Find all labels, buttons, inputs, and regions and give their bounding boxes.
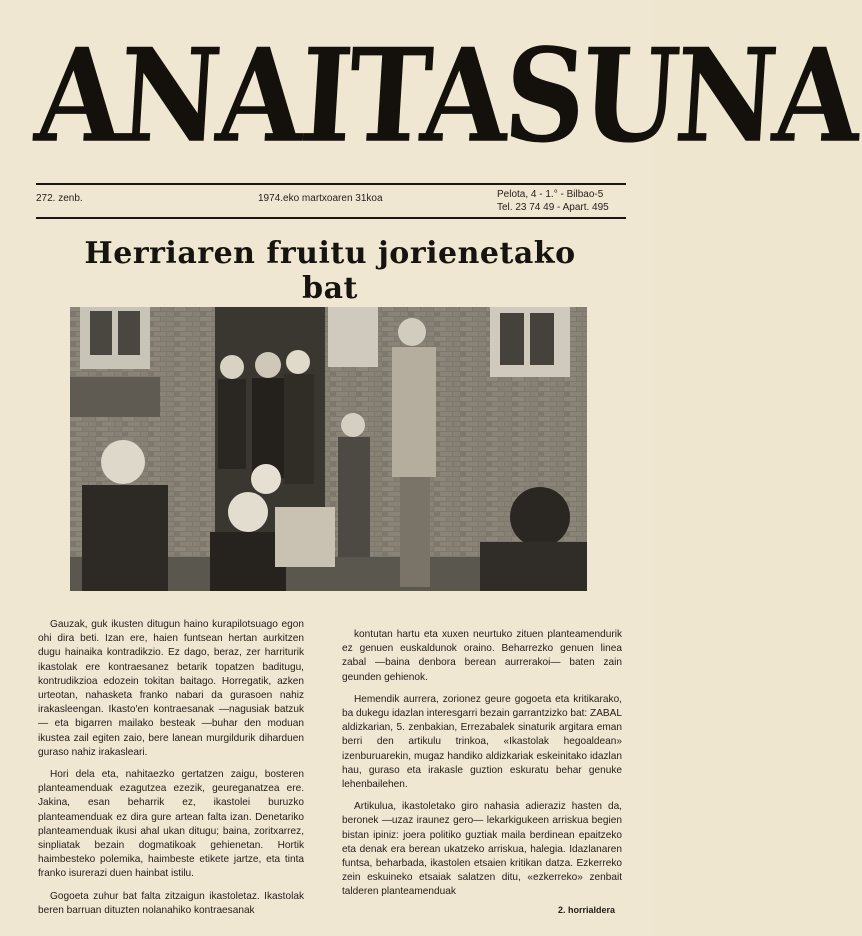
issue-number: 272. zenb.: [36, 193, 83, 204]
header-rule-bottom: [36, 217, 626, 219]
headline: Herriaren fruitu jorienetako bat: [84, 236, 576, 306]
paragraph: Hori dela eta, nahitaezko gertatzen zaigu, bosteren planteamenduak ezagutzea ezezik, geureganatzea ere. Jakina, esan beharrik ez, ikastolei buruzko planteamenduak ez dira gure artean falta izan. Denetariko planteamenduak ikusi ahal ukan ditugu; baina, zoritxarrez, sinpliatak bezain dogmatikoak gehienetan. Hortik haimbesteko polemika, haimbeste etikete jartze, eta tinta franko isurerazi duen hainbat istilu.: [38, 769, 304, 880]
photo-illustration: [70, 307, 587, 591]
paragraph: Gauzak, guk ikusten ditugun haino kurapilotsuago egon ohi dira beti. Izan ere, haien funtsean hertan aurkitzen dugu hainaika kontradikzio. Ez dago, beraz, zer harriturik ikastolak ere kontraesanez betarik topatzen baditugu, kontrudikzioa edozein tokitan baitago. Horregatik, azken urteotan, nahasketa franko nabari da gurasoen nahiz irakasleengan. Ikasto'en kontraesanak —nagusiak batzuk— eta bigarren mailako besteak —buhar den moduan ikustea zail egiten zaio, bere lanean murgildurik diharduen guraso nahiz irakasleari.: [38, 619, 304, 758]
article-column-left: [38, 618, 304, 926]
issue-date: 1974.eko martxoaren 31koa: [258, 193, 383, 204]
header-rule-top: [36, 183, 626, 185]
paragraph: kontutan hartu eta xuxen neurtuko zituen planteamendurik ez genuen euskaldunok oraino. Beharrezko genuen linea zabal —baina denbora berean aurrerakoi— baten zain geunden gehienok.: [342, 629, 622, 683]
paragraph: Artikulua, ikastoletako giro nahasia adieraziz hasten da, beronek —uzaz iraunez gero— lekarkigukeen arriskua begien bistan ipiniz: joera politiko guztiak maila berdinean epaitzeko eta denak era berean ukatzeko arriskua, halegia. Idazlanaren funtsa, beharbada, ikastolen etsaien kritikan datza. Ezkerreko zein eskuineko etsaiak salatzen ditu, «ezkerreko» zenbait talderen planteamenduak: [342, 801, 622, 898]
article-column-right: [342, 628, 622, 908]
news-photo: [70, 307, 587, 591]
address-line-2: Tel. 23 74 49 - Apart. 495: [497, 202, 609, 213]
masthead-title: ANAITASUNA: [31, 21, 862, 172]
paragraph: Gogoeta zuhur bat falta zitzaigun ikastoletaz. Ikastolak beren barruan dituzten nolanahiko kontraesanak: [38, 890, 304, 916]
paragraph: Hemendik aurrera, zorionez geure gogoeta eta kritikarako, ba dukegu idazlan interesgarri bezain garrantzizko bat: ZABAL aldizkarian, 5. zenbakian, Errezabalek sinaturik argitara eman berri den artikulu trinkoa, «Ikastolak hegoaldean» izenburuarekin, mugaz handiko aldizkariak eskeinitako idazlan hau, guraso eta irakasle guztion eskuratu behar genuke lehenbailehen.: [342, 693, 622, 791]
address-line-1: Pelota, 4 - 1.° - Bilbao-5: [497, 189, 604, 200]
continued-on-page: 2. horrialdera: [558, 905, 616, 915]
